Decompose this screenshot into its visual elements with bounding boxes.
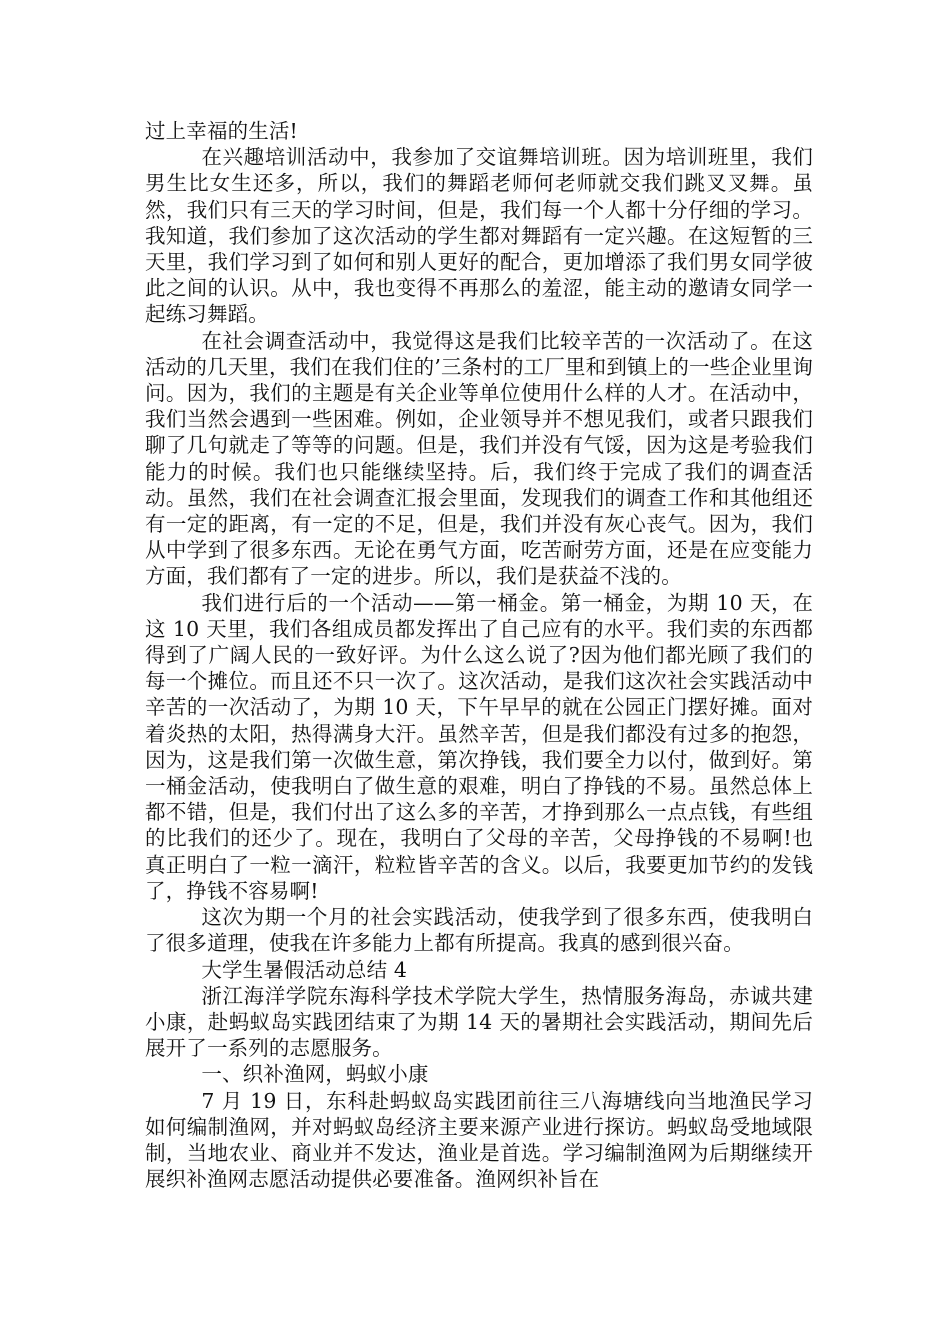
paragraph-3: 在社会调查活动中，我觉得这是我们比较辛苦的一次活动了。在这活动的几天里，我们在我们住的’三条村的工厂里和到镇上的一些企业里询问。因为，我们的主题是有关企业等单位使用什么样的人才。在活动中，我们当然会遇到一些困难。例如，企业领导并不想见我们，或者只跟我们聊了几句就走了等等的问题。但是，我们并没有气馁，因为这是考验我们能力的时候。我们也只能继续坚持。后，我们终于完成了我们的调查活动。虽然，我们在社会调查汇报会里面，发现我们的调查工作和其他组还有一定的距离，有一定的不足，但是，我们并没有灰心丧气。因为，我们从中学到了很多东西。无论在勇气方面，吃苦耐劳方面，还是在应变能力方面，我们都有了一定的进步。所以，我们是获益不浅的。 <box>145 328 813 589</box>
paragraph-4: 我们进行后的一个活动——第一桶金。第一桶金，为期 10 天，在这 10 天里，我们各组成员都发挥出了自己应有的水平。我们卖的东西都得到了广阔人民的一致好评。为什么这么说了?因为他们都光顾了我们的每一个摊位。而且还不只一次了。这次活动，是我们这次社会实践活动中辛苦的一次活动了，为期 10 天，下午早早的就在公园正门摆好摊。面对着炎热的太阳，热得满身大汗。虽然辛苦，但是我们都没有过多的抱怨，因为，这是我们第一次做生意，第次挣钱，我们要全力以付，做到好。第一桶金活动，使我明白了做生意的艰难，明白了挣钱的不易。虽然总体上都不错，但是，我们付出了这么多的辛苦，才挣到那么一点点钱，有些组的比我们的还少了。现在，我明白了父母的辛苦，父母挣钱的不易啊!也真正明白了一粒一滴汗，粒粒皆辛苦的含义。以后，我要更加节约的发钱了，挣钱不容易啊! <box>145 590 813 903</box>
paragraph-5: 这次为期一个月的社会实践活动，使我学到了很多东西，使我明白了很多道理，使我在许多能力上都有所提高。我真的感到很兴奋。 <box>145 905 813 956</box>
paragraph-7: 浙江海洋学院东海科学技术学院大学生，热情服务海岛，赤诚共建小康，赴蚂蚁岛实践团结束了为期 14 天的暑期社会实践活动，期间先后展开了一系列的志愿服务。 <box>145 983 813 1061</box>
document-page <box>145 118 813 1192</box>
subheading-fishing-net: 一、织补渔网，蚂蚁小康 <box>201 1062 429 1087</box>
paragraph-1: 过上幸福的生活! <box>145 119 298 143</box>
paragraph-9: 7 月 19 日，东科赴蚂蚁岛实践团前往三八海塘线向当地渔民学习如何编制渔网，并对蚂蚁岛经济主要来源产业进行探访。蚂蚁岛受地域限制，当地农业、商业并不发达，渔业是首选。学习编制渔网为后期继续开展织补渔网志愿活动提供必要准备。渔网织补旨在 <box>145 1088 813 1192</box>
paragraph-2: 在兴趣培训活动中，我参加了交谊舞培训班。因为培训班里，我们男生比女生还多，所以，我们的舞蹈老师何老师就交我们跳叉叉舞。虽然，我们只有三天的学习时间，但是，我们每一个人都十分仔细的学习。我知道，我们参加了这次活动的学生都对舞蹈有一定兴趣。在这短暂的三天里，我们学习到了如何和别人更好的配合，更加增添了我们男女同学彼此之间的认识。从中，我也变得不再那么的羞涩，能主动的邀请女同学一起练习舞蹈。 <box>145 145 813 327</box>
section-heading-summary-4: 大学生暑假活动总结 4 <box>201 957 408 982</box>
